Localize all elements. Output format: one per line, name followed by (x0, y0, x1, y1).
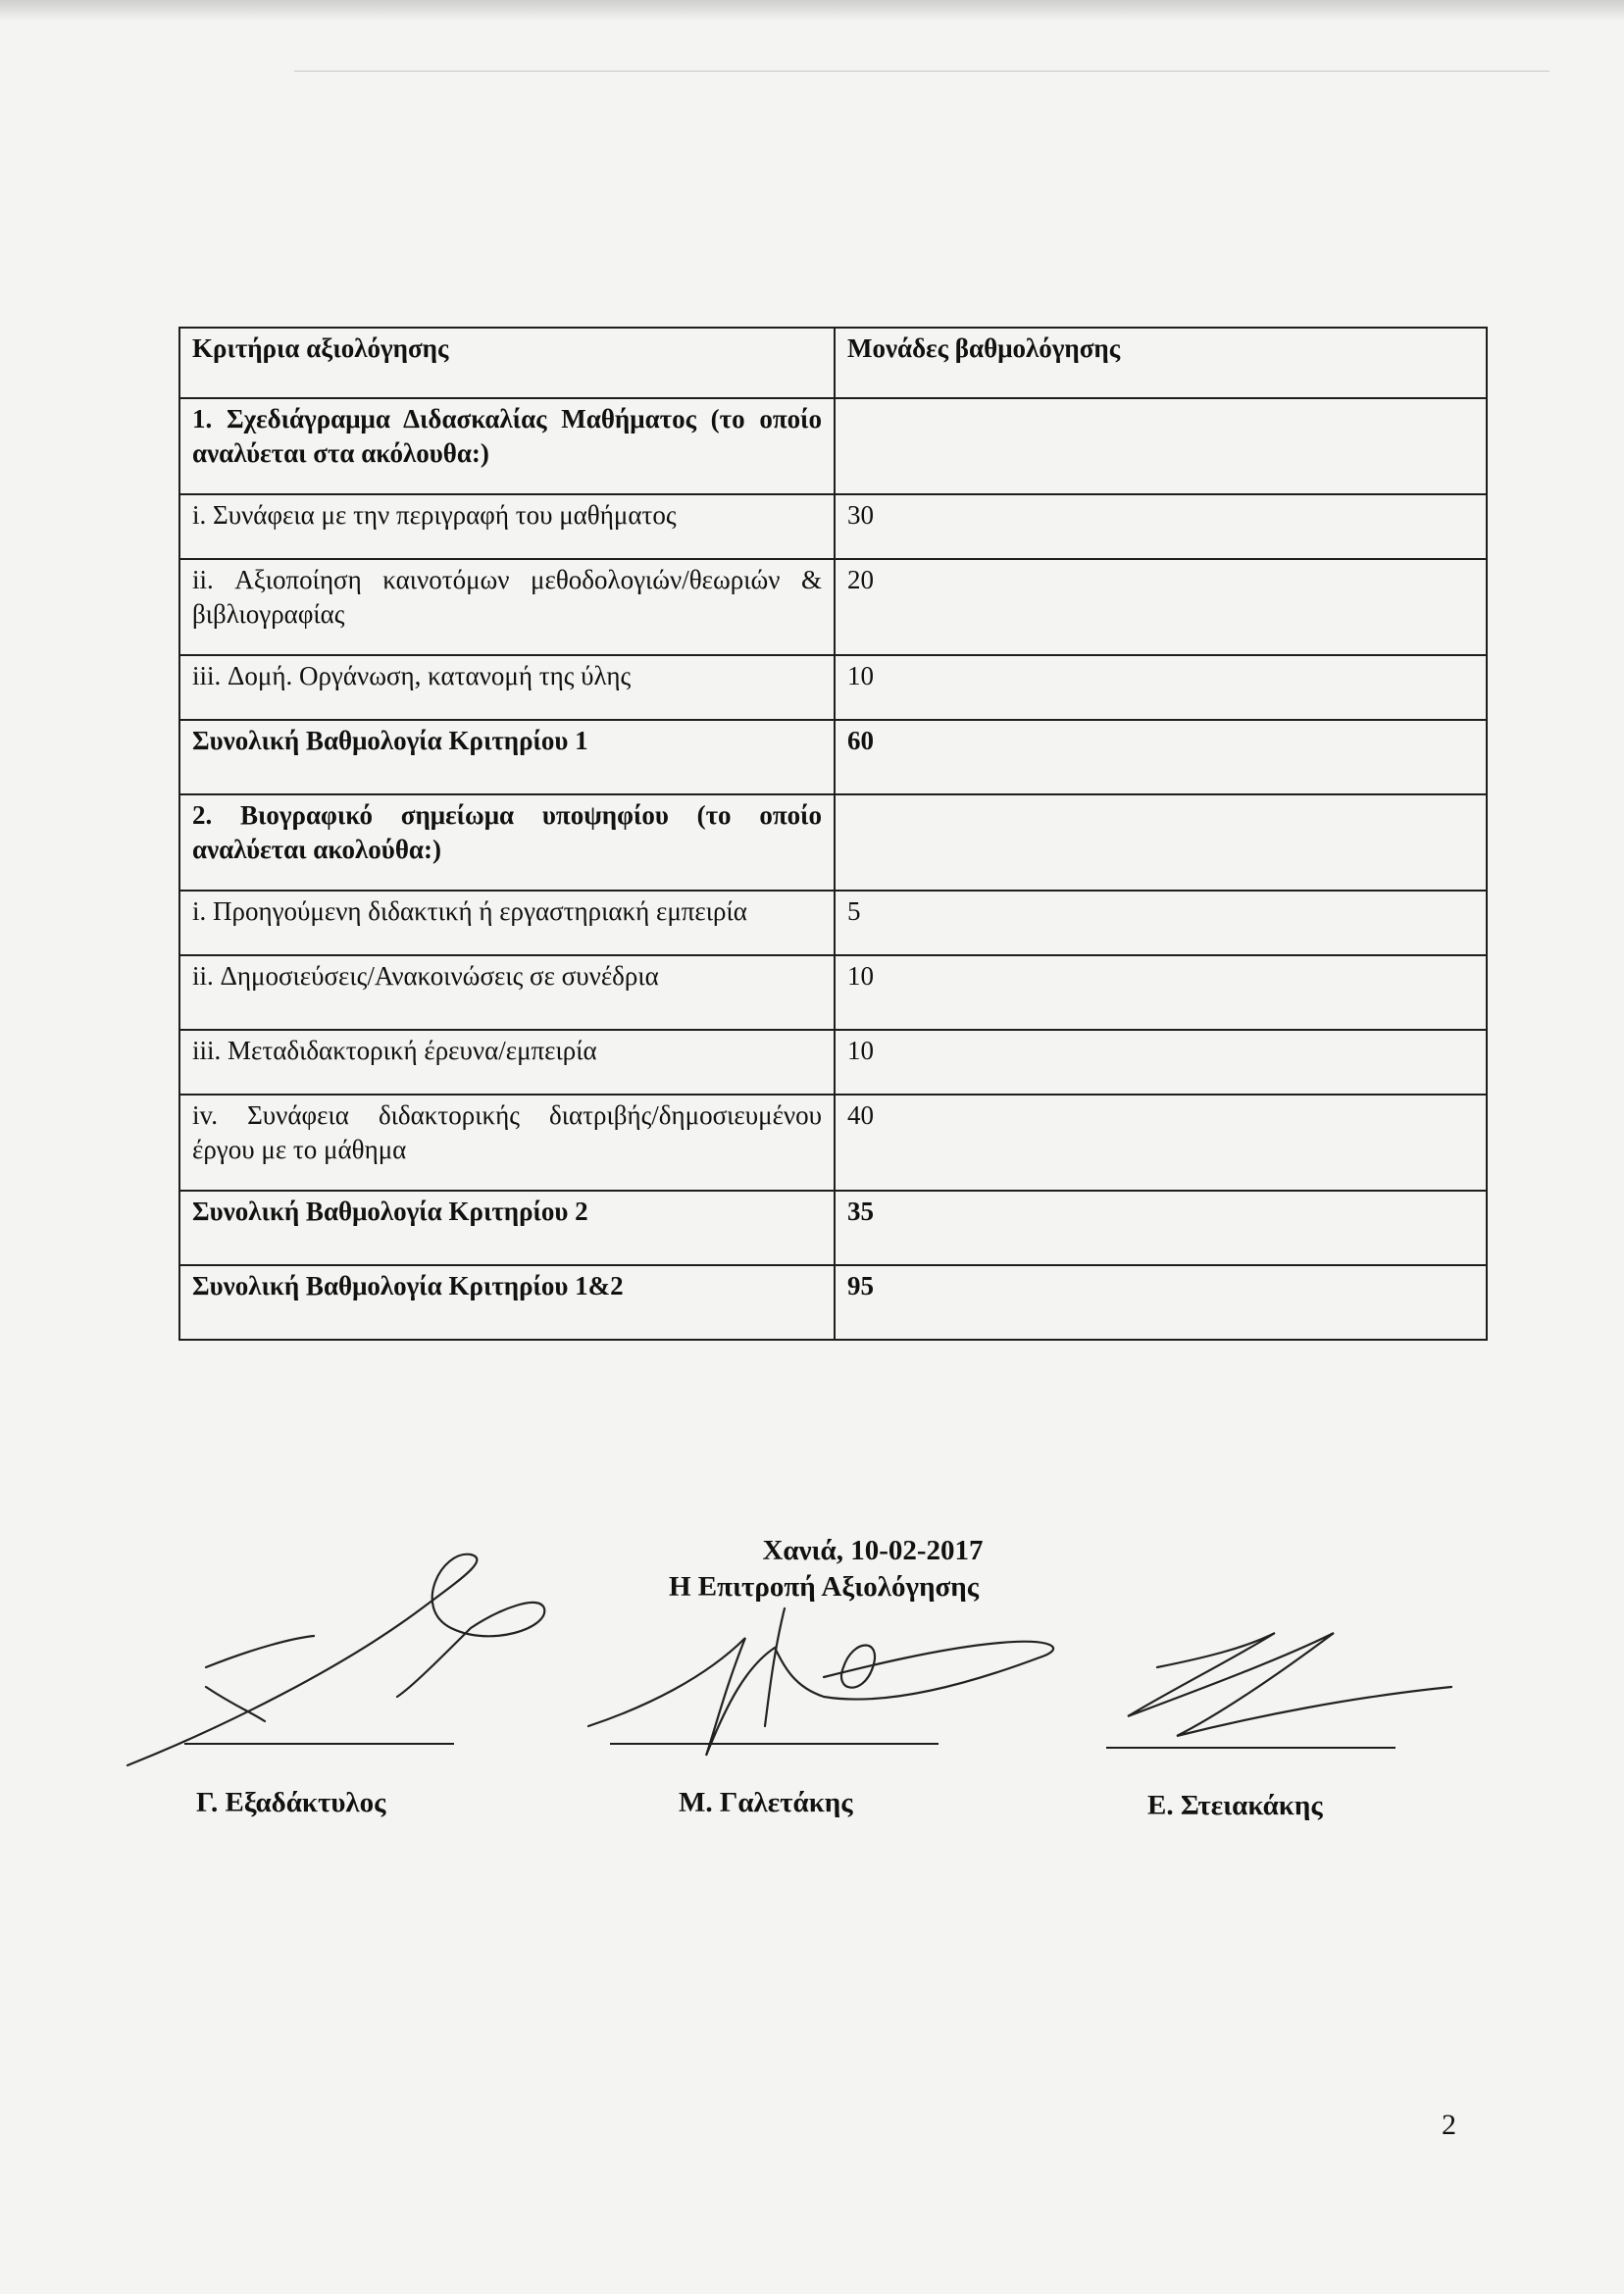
criterion-label: iii. Δομή. Οργάνωση, κατανομή της ύλης (179, 655, 835, 720)
criterion-label: 2. Βιογραφικό σημείωμα υποψηφίου (το οποίο αναλύεται ακολούθα:) (179, 794, 835, 891)
criterion-points: 30 (835, 494, 1487, 559)
criterion-label: iii. Μεταδιδακτορική έρευνα/εμπειρία (179, 1030, 835, 1095)
criterion-label: iv. Συνάφεια διδακτορικής διατριβής/δημοσιευμένου έργου με το μάθημα (179, 1095, 835, 1191)
criterion-points: 20 (835, 559, 1487, 655)
signature-3-stroke (1128, 1633, 1451, 1736)
signature-line-3 (1106, 1747, 1396, 1749)
signature-2-stroke (588, 1638, 1053, 1756)
criterion-points: 5 (835, 891, 1487, 955)
points-header: Μονάδες βαθμολόγησης (835, 328, 1487, 398)
criterion-points: 10 (835, 1030, 1487, 1095)
criteria-header: Κριτήρια αξιολόγησης (179, 328, 835, 398)
criterion-points: 10 (835, 655, 1487, 720)
criterion-total-label: Συνολική Βαθμολογία Κριτηρίου 1 (179, 720, 835, 794)
criterion-label: ii. Δημοσιεύσεις/Ανακοινώσεις σε συνέδρια (179, 955, 835, 1030)
criterion-points: 10 (835, 955, 1487, 1030)
grand-total-points: 95 (835, 1265, 1487, 1340)
signer-name-1: Γ. Εξαδάκτυλος (196, 1787, 386, 1818)
criterion-total-label: Συνολική Βαθμολογία Κριτηρίου 2 (179, 1191, 835, 1265)
signature-line-2 (610, 1743, 939, 1745)
criterion-total-points: 35 (835, 1191, 1487, 1265)
signer-name-3: Ε. Στειακάκης (1147, 1790, 1323, 1821)
page-number: 2 (1442, 2109, 1456, 2141)
committee-title: Η Επιτροπή Αξιολόγησης (668, 1571, 980, 1603)
signer-name-2: Μ. Γαλετάκης (679, 1787, 853, 1818)
criterion-label: i. Συνάφεια με την περιγραφή του μαθήματος (179, 494, 835, 559)
criterion-total-points: 60 (835, 720, 1487, 794)
signature-line-1 (184, 1743, 454, 1745)
signature-1-stroke (127, 1555, 544, 1765)
criterion-label: i. Προηγούμενη διδακτική ή εργαστηριακή εμπειρία (179, 891, 835, 955)
grand-total-label: Συνολική Βαθμολογία Κριτηρίου 1&2 (179, 1265, 835, 1340)
criterion-label: ii. Αξιοποίηση καινοτόμων μεθοδολογιών/θεωριών & βιβλιογραφίας (179, 559, 835, 655)
criterion-label: 1. Σχεδιάγραμμα Διδασκαλίας Μαθήματος (το οποίο αναλύεται στα ακόλουθα:) (179, 398, 835, 494)
place-date: Χανιά, 10-02-2017 (762, 1535, 984, 1566)
criterion-points: 40 (835, 1095, 1487, 1191)
